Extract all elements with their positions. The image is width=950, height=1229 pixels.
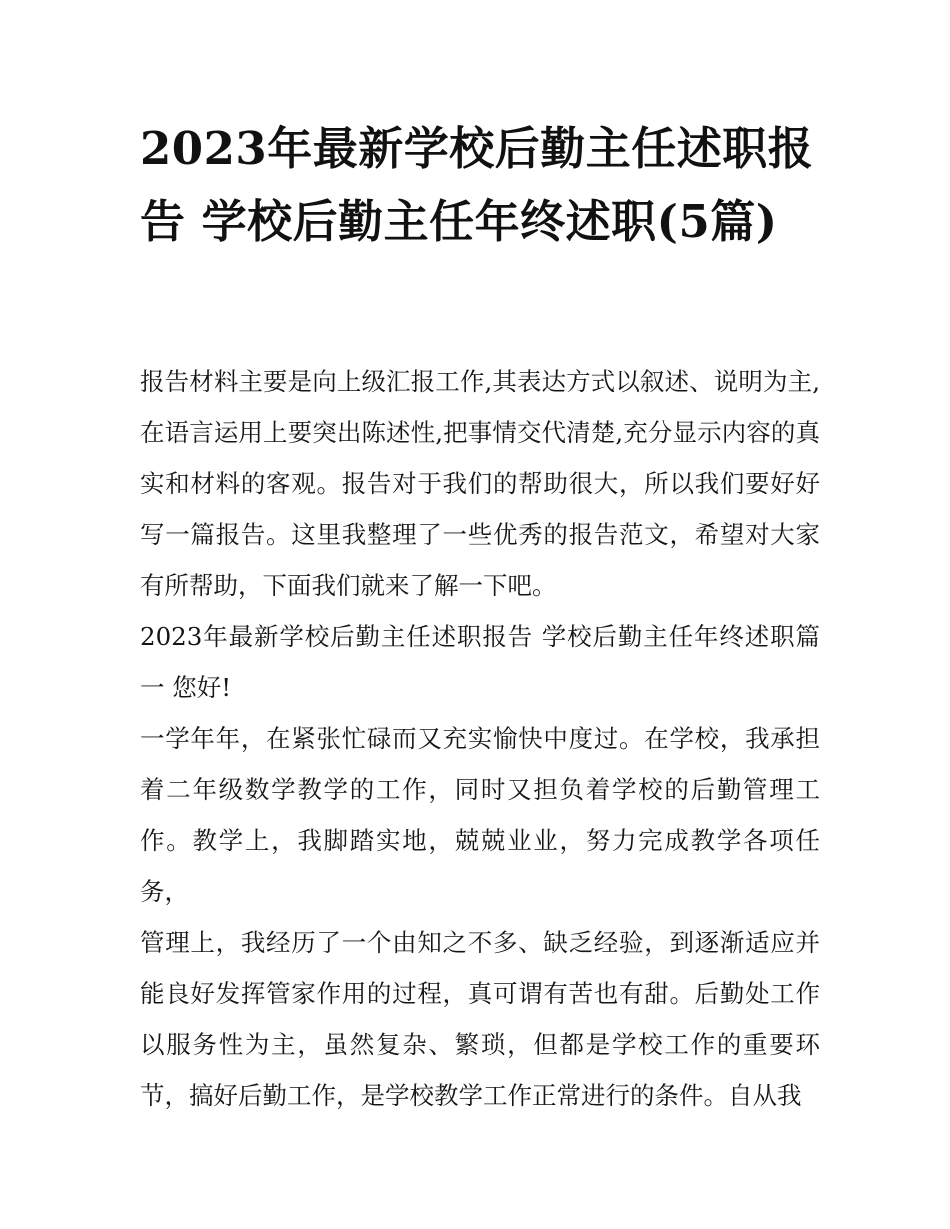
document-body [140,356,820,1121]
document-title: 2023年最新学校后勤主任述职报告 学校后勤主任年终述职(5篇) [140,122,814,248]
intro-paragraph: 报告材料主要是向上级汇报工作,其表达方式以叙述、说明为主,在语言运用上要突出陈述性,把事情交代清楚,充分显示内容的真实和材料的客观。报告对于我们的帮助很大，所以我们要好好写一篇报告。这里我整理了一些优秀的报告范文，希望对大家有所帮助，下面我们就来了解一下吧。 [140,367,820,600]
body-paragraph: 一学年年，在紧张忙碌而又充实愉快中度过。在学校，我承担着二年级数学教学的工作，同时又担负着学校的后勤管理工作。教学上，我脚踏实地，兢兢业业，努力完成教学各项任务， [140,724,820,906]
section-heading-paragraph: 2023年最新学校后勤主任述职报告 学校后勤主任年终述职篇一 您好! [140,622,820,702]
body-paragraph: 管理上，我经历了一个由知之不多、缺乏经验，到逐渐适应并能良好发挥管家作用的过程，真可谓有苦也有甜。后勤处工作以服务性为主，虽然复杂、繁琐，但都是学校工作的重要环节，搞好后勤工作，是学校教学工作正常进行的条件。自从我 [140,928,820,1110]
